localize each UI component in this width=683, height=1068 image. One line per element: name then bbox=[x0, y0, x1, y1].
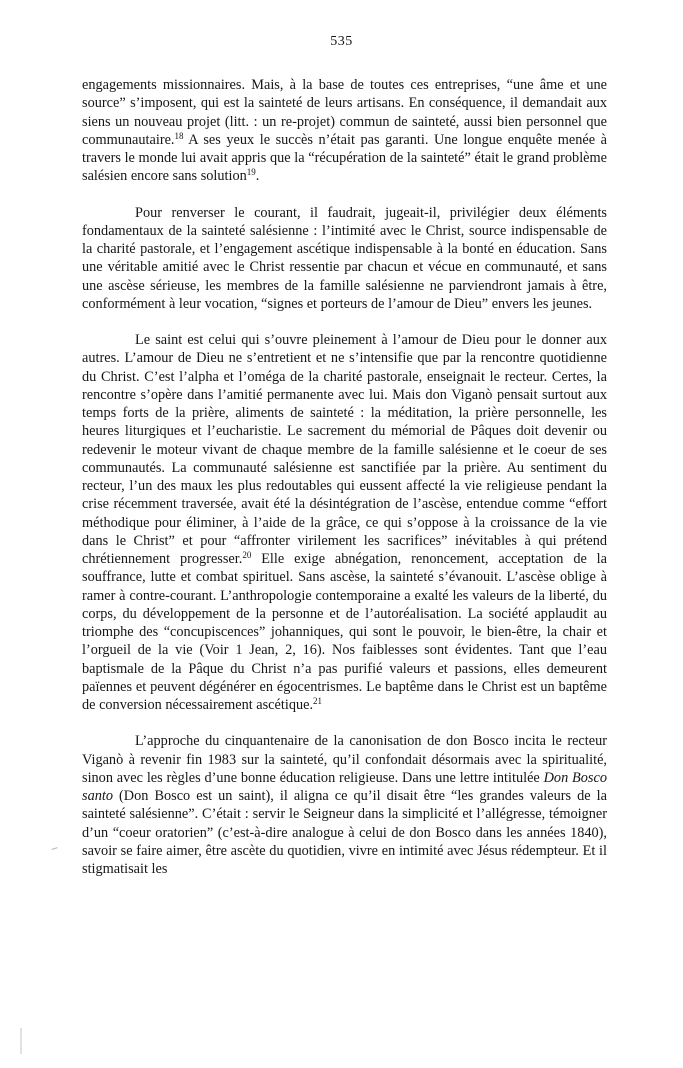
footnote-ref-18[interactable]: 18 bbox=[174, 130, 184, 141]
text-run: engagements missionnaires. Mais, à la base de toutes ces entreprises, “une âme et une source” s’imposent, qui est la sainteté de leurs artisans. En conséquence, il demandait aux siens un nouveau projet (litt. : un re-projet) commun de sainteté, aussi bien personnel que communautaire. bbox=[82, 77, 607, 148]
paragraph-3 bbox=[82, 331, 607, 714]
paragraph-2 bbox=[82, 204, 607, 314]
scan-edge-mark bbox=[20, 1028, 22, 1054]
paragraph-1 bbox=[82, 76, 607, 186]
text-run: (Don Bosco est un saint), il aligna ce qu’il disait être “les grandes valeurs de la sainteté salésienne”. C’était : servir le Seigneur dans la simplicité et l’allégresse, témoigner d’un “coeur oratorien” (c’est-à-dire analogue à celui de don Bosco dans les années 1840), savoir se faire aimer, être ascète du quotidien, vivre en intimité avec Jésus rédempteur. Et il stigmatisait les bbox=[82, 788, 607, 877]
text-run: Pour renverser le courant, il faudrait, jugeait-il, privilégier deux éléments fondamentaux de la sainteté salésienne : l’intimité avec le Christ, source indispensable de la charité pastorale, et l’engagement ascétique indispensable à la bonté en éducation. Sans une véritable amitié avec le Christ ressentie par chacun et vécue en communauté, et sans une ascèse sérieuse, les membres de la famille salésienne ne parviendront jamais à être, conformément à leur vocation, “signes et porteurs de l’amour de Dieu” envers les jeunes. bbox=[82, 204, 607, 312]
footnote-ref-21[interactable]: 21 bbox=[313, 696, 323, 706]
text-run: A ses yeux le succès n’était pas garanti. Une longue enquête menée à travers le monde lui avait appris que la “récupération de la sainteté” était le grand problème salésien encore sans solution bbox=[82, 131, 607, 185]
footnote-ref-19[interactable]: 19 bbox=[246, 167, 256, 178]
text-run: Elle exige abnégation, renoncement, acceptation de la souffrance, lutte et combat spirituel. Sans ascèse, la sainteté s’évanouit. L’ascèse oblige à ramer à contre-courant. L’anthropologie contemporaine a exalté les valeurs de la liberté, du corps, du développement de la personne et de l’autoréalisation. La société applaudit au triomphe des “concupiscences” johanniques, qui sont le pouvoir, le bien-être, la chair et l’orgueil de la vie (Voir 1 Jean, 2, 16). Nos faiblesses sont évidentes. Tant que l’eau baptismale de la Pâque du Christ n’a pas purifié valeurs et passions, elles demeurent païennes et peuvent dégénérer en égocentrismes. Le baptême dans le Christ est un baptême de conversion nécessairement ascétique. bbox=[82, 551, 607, 713]
italic-title: Don Bosco santo bbox=[82, 769, 607, 804]
footnote-ref-20[interactable]: 20 bbox=[242, 550, 252, 560]
margin-mark bbox=[52, 847, 59, 853]
body-text bbox=[82, 76, 607, 896]
paragraph-4 bbox=[82, 732, 607, 878]
text-run: . bbox=[255, 168, 260, 185]
text-run: L’approche du cinquantenaire de la canonisation de don Bosco incita le recteur Viganò à revenir fin 1983 sur la sainteté, qu’il confondait désormais avec la spiritualité, sinon avec les règles d’une bonne éducation religieuse. Dans une lettre intitulée bbox=[82, 733, 607, 786]
text-run: Le saint est celui qui s’ouvre pleinement à l’amour de Dieu pour le donner aux autres. L’amour de Dieu ne s’entretient et ne s’intensifie que par la rencontre quotidienne du Christ. C’est l’alpha et l’oméga de la charité pastorale, enseignait le recteur. Certes, la rencontre s’opère dans l’amitié permanente avec lui. Mais don Viganò pensait surtout aux temps forts de la prière, aliments de sainteté : la méditation, la prière personnelle, les heures liturgiques et l’eucharistie. Le sacrement du mémorial de Pâques doit devenir ou redevenir le moteur vivant de chaque membre de la famille salésienne et le coeur de ses communautés. La communauté salésienne est sanctifiée par la prière. Au sentiment du recteur, l’un des maux les plus redoutables qui eussent affecté la vie religieuse pendant la crise récemment traversée, avait été la désintégration de l’ascèse, entendue comme “effort méthodique pour éliminer, à l’aide de la grâce, ce qui s’oppose à la croissance de la vie dans le Christ” et pour “affronter virilement les sacrifices” inévitables à qui prétend chrétiennement progresser. bbox=[82, 332, 607, 567]
page-number: 535 bbox=[330, 34, 353, 49]
